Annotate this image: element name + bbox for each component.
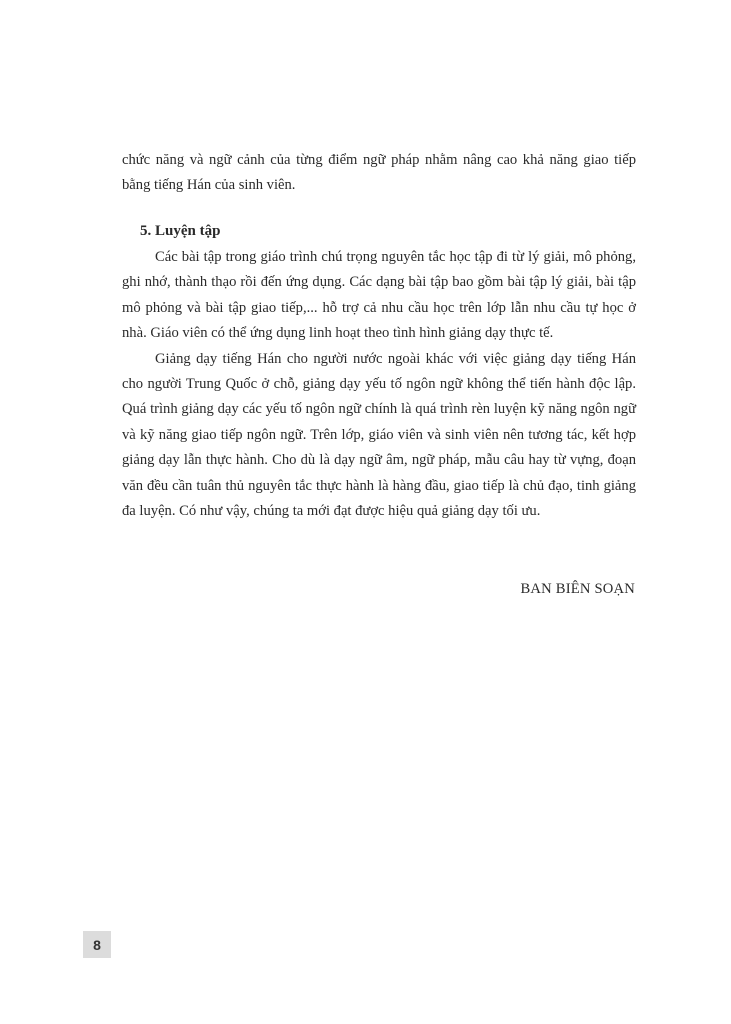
paragraph-2: Giảng dạy tiếng Hán cho người nước ngoài khác với việc giảng dạy tiếng Hán cho người Trung Quốc ở chỗ, giảng dạy yếu tố ngôn ngữ không thể tiến hành độc lập. Quá trình giảng dạy các yếu tố ngôn ngữ chính là quá trình rèn luyện kỹ năng ngôn ngữ và kỹ năng giao tiếp ngôn ngữ. Trên lớp, giáo viên và sinh viên nên tương tác, kết hợp giảng dạy lẫn thực hành. Cho dù là dạy ngữ âm, ngữ pháp, mẫu câu hay từ vựng, đoạn văn đều cần tuân thủ nguyên tắc thực hành là hàng đầu, giao tiếp là chủ đạo, tinh giảng đa luyện. Có như vậy, chúng ta mới đạt được hiệu quả giảng dạy tối ưu.: [122, 350, 636, 520]
section-heading: 5. Luyện tập: [140, 223, 221, 239]
paragraph-1: Các bài tập trong giáo trình chú trọng nguyên tắc học tập đi từ lý giải, mô phỏng, ghi nhớ, thành thạo rồi đến ứng dụng. Các dạng bài tập bao gồm bài tập lý giải, bài tập mô phỏng và bài tập giao tiếp,... hỗ trợ cả nhu cầu học trên lớp lẫn nhu cầu tự học ở nhà. Giáo viên có thể ứng dụng linh hoạt theo tình hình giảng dạy thực tế.: [122, 249, 636, 342]
section-body: [122, 245, 636, 524]
signature: BAN BIÊN SOẠN: [520, 581, 635, 597]
continuation-text: chức năng và ngữ cảnh của từng điểm ngữ pháp nhằm nâng cao khả năng giao tiếp bằng tiếng Hán của sinh viên.: [122, 152, 636, 194]
continuation-paragraph: [122, 148, 636, 199]
page-number: 8: [83, 931, 111, 958]
